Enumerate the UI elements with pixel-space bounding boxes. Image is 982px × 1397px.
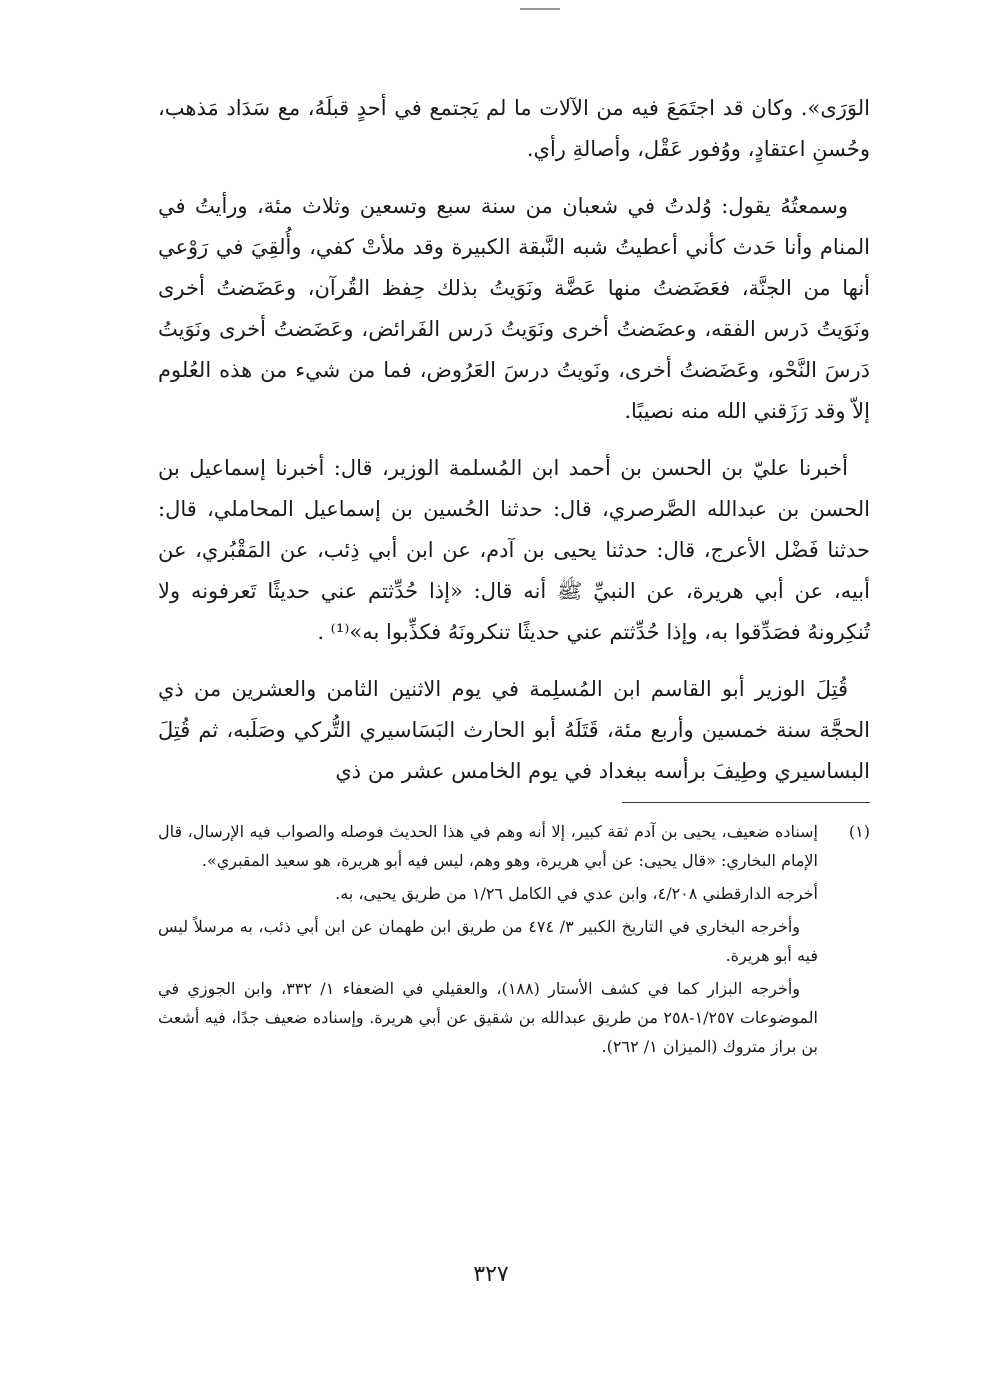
paragraph-4: قُتِلَ الوزير أبو القاسم ابن المُسلِمة في يوم الاثنين الثامن والعشرين من ذي الحجَّة سنة خمسين وأربع مئة، قَتَلَهُ أبو الحارث البَسَاسيري التُّركي وصَلَبه، ثم قُتِلَ البساسيري وطِيفَ برأسه ببغداد في يوم الخامس عشر من ذي (158, 677, 870, 783)
page-body (158, 88, 870, 1065)
footnote-separator (622, 802, 870, 803)
paragraph-2: وسمعتُهُ يقول: وُلدتُ في شعبان من سنة سبع وتسعين وثلاث مئة، ورأيتُ في المنام وأنا حَدث كأني أعطيتُ شبه النَّبقة الكبيرة وقد ملأتْ كفي، وأُلقِيَ في رَوْعي أنها من الجنَّة، فعَضَضتُ منها عَضَّة ونَوَيتُ بذلك حِفظ القُرآن، وعَضَضتُ أخرى ونَوَيتُ دَرس الفقه، وعضَضتُ أخرى ونَوَيتُ دَرس الفَرائض، وعَضَضتُ أخرى ونَوَيتُ دَرسَ النَّحْو، وعَضَضتُ أخرى، ونَويتُ درسَ العَرُوض، فما من شيء من هذه العُلوم إلاّ وقد رَزَقني الله منه نصيبًا. (158, 194, 870, 423)
footnote-line-1: إسناده ضعيف، يحيى بن آدم ثقة كبير، إلا أنه وهم في هذا الحديث فوصله والصواب فيه الإرسال، قال الإمام البخاري: «قال يحيى: عن أبي هريرة، وهو وهم، ليس فيه أبو هريرة، هو سعيد المقبري». (158, 822, 818, 870)
footnote-line-2: أخرجه الدارقطني ٤/٢٠٨، وابن عدي في الكامل ١/٢٦ من طريق يحيى، به. (335, 884, 818, 903)
footnote-content (158, 817, 818, 1065)
paragraph-1: الوَرَى». وكان قد اجتَمَعَ فيه من الآلات ما لم يَجتمع في أحدٍ قبلَهُ، مع سَدَاد مَذهب، وحُسنِ اعتقادٍ، ووُفور عَقْل، وأصالةِ رأي. (158, 96, 870, 161)
top-edge-mark (520, 8, 560, 10)
footnote-line-4: وأخرجه البزار كما في كشف الأستار (١٨٨)، والعقيلي في الضعفاء ١/ ٣٣٢، وابن الجوزي في الموضوعات ١/٢٥٧-٢٥٨ من طريق عبدالله بن شقيق عن أبي هريرة. وإسناده ضعيف جدًا، فيه أشعث بن براز متروك (الميزان ١/ ٢٦٢). (158, 979, 818, 1056)
footnotes (158, 817, 870, 1065)
page-number: ٣٢٧ (473, 1262, 509, 1287)
paragraph-3: أخبرنا عليّ بن الحسن بن أحمد ابن المُسلمة الوزير، قال: أخبرنا إسماعيل بن الحسن بن عبدالله الصَّرصري، قال: حدثنا الحُسين بن إسماعيل المحاملي، قال: حدثنا فَضْل الأعرج، قال: حدثنا يحيى بن آدم، عن ابن أبي ذِئب، عن المَقْبُري، عن أبيه، عن أبي هريرة، عن النبيِّ ﷺ أنه قال: «إذا حُدِّثتم عني حديثًا تَعرفونه ولا تُنكِرونهُ فصَدِّقوا به، وإذا حُدِّثتم عني حديثًا تنكرونَهُ فكذِّبوا به»⁽¹⁾ . (158, 456, 870, 644)
footnote-1 (158, 817, 870, 1065)
footnote-line-3: وأخرجه البخاري في التاريخ الكبير ٣/ ٤٧٤ من طريق ابن طهمان عن ابن أبي ذئب، به مرسلاً ليس فيه أبو هريرة. (158, 917, 818, 965)
footnote-number: (١) (848, 822, 870, 841)
